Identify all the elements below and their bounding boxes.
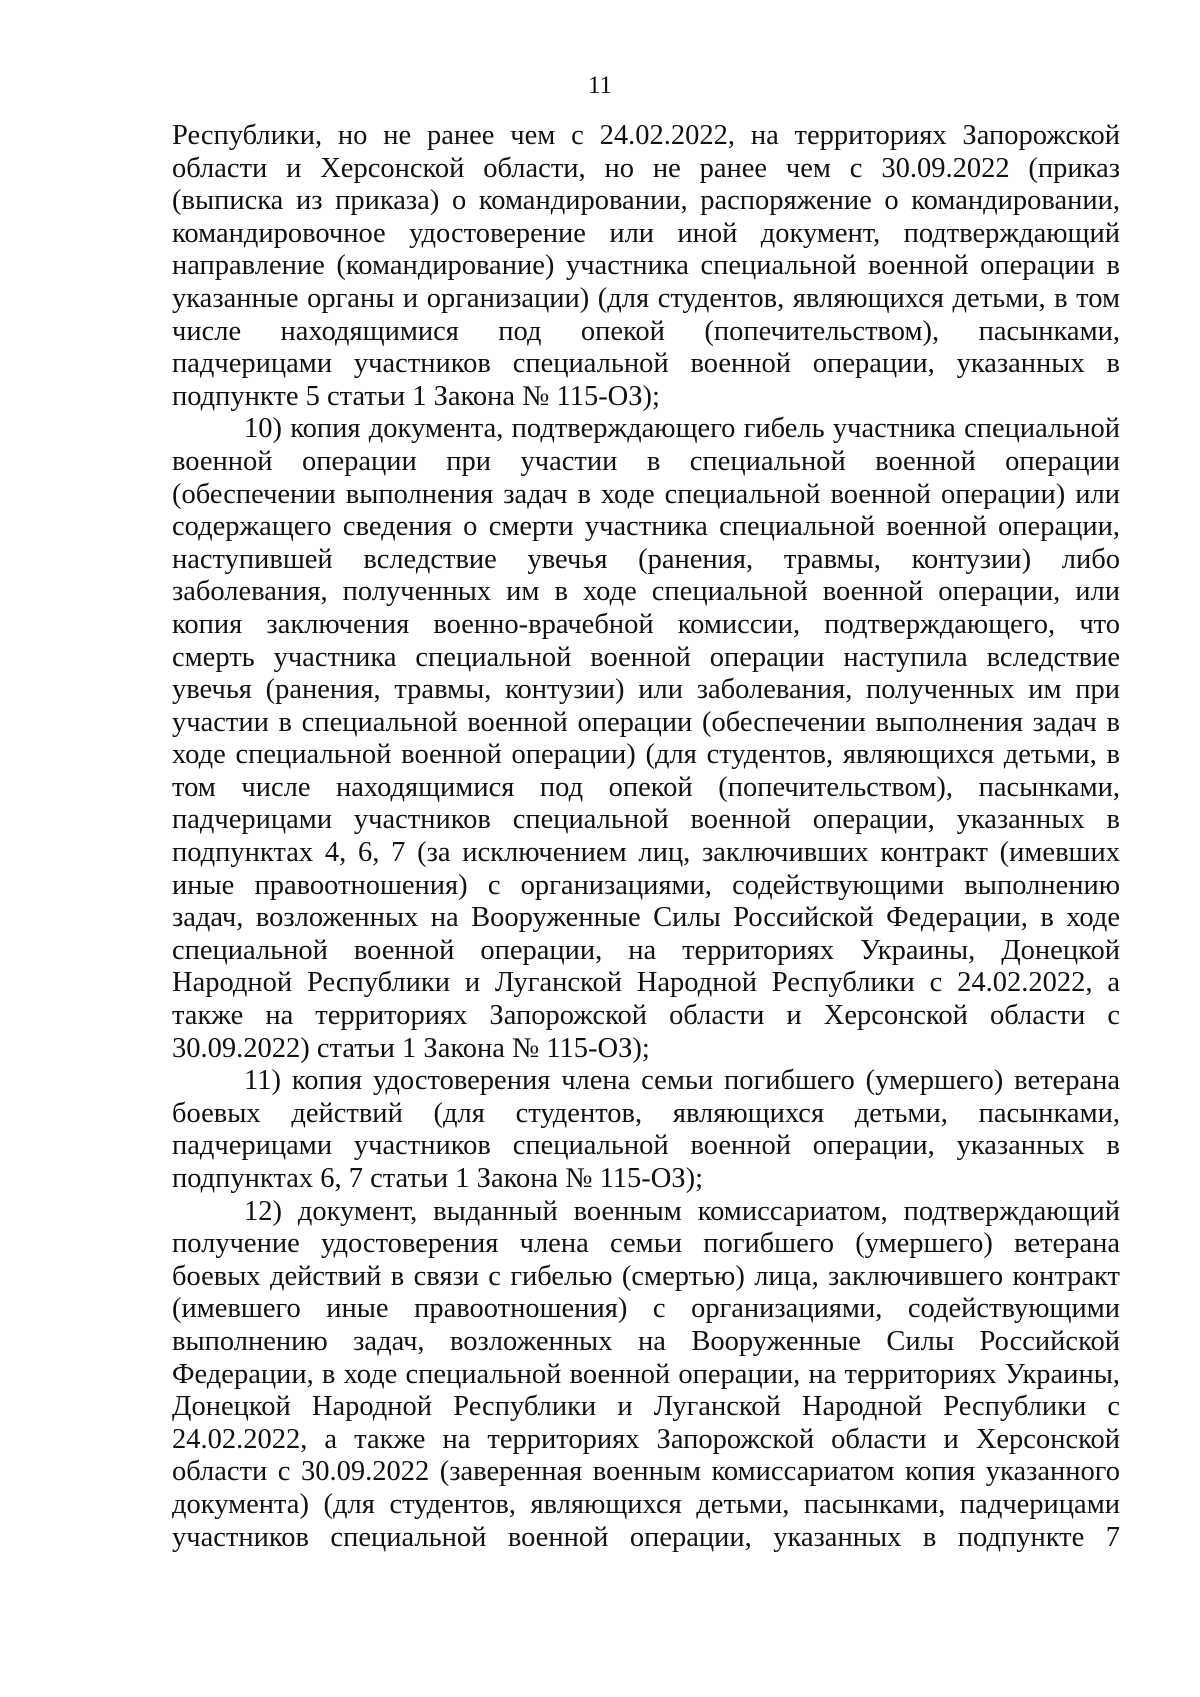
paragraph-continuation: Республики, но не ранее чем с 24.02.2022, на территориях Запорожской области и Херсонской области, но не ранее чем с 30.09.2022 (приказ (выписка из приказа) о командировании, распоряжение о командировании, командировочное удостоверение или иной документ, подтверждающий направление (командирование) участника специальной военной операции в указанные органы и организации) (для студентов, являющихся детьми, в том числе находящимися под опекой (попечительством), пасынками, падчерицами участников специальной военной операции, указанных в подпункте 5 статьи 1 Закона № 115-ОЗ); [172,120,1120,412]
paragraph-item-10: 10) копия документа, подтверждающего гибель участника специальной военной операции при участии в специальной военной операции (обеспечении выполнения задач в ходе специальной военной операции) или содержащего сведения о смерти участника специальной военной операции, наступившей вследствие увечья (ранения, травмы, контузии) либо заболевания, полученных им в ходе специальной военной операции, или копия заключения военно-врачебной комиссии, подтверждающего, что смерть участника специальной военной операции наступила вследствие увечья (ранения, травмы, контузии) или заболевания, полученных им при участии в специальной военной операции (обеспечении выполнения задач в ходе специальной военной операции) (для студентов, являющихся детьми, в том числе находящимися под опекой (попечительством), пасынками, падчерицами участников специальной военной операции, указанных в подпунктах 4, 6, 7 (за исключением лиц, заключивших контракт (имевших иные правоотношения) с организациями, содействующими выполнению задач, возложенных на Вооруженные Силы Российской Федерации, в ходе специальной военной операции, на территориях Украины, Донецкой Народной Республики и Луганской Народной Республики с 24.02.2022, а также на территориях Запорожской области и Херсонской области с 30.09.2022) статьи 1 Закона № 115-ОЗ); [172,413,1120,1064]
page-number: 11 [587,72,613,99]
paragraph-item-12: 12) документ, выданный военным комиссариатом, подтверждающий получение удостоверения члена семьи погибшего (умершего) ветерана боевых действий в связи с гибелью (смертью) лица, заключившего контракт (имевшего иные правоотношения) с организациями, содействующими выполнению задач, возложенных на Вооруженные Силы Российской Федерации, в ходе специальной военной операции, на территориях Украины, Донецкой Народной Республики и Луганской Народной Республики с 24.02.2022, а также на территориях Запорожской области и Херсонской области с 30.09.2022 (заверенная военным комиссариатом копия указанного документа) (для студентов, являющихся детьми, пасынками, падчерицами участников специальной военной операции, указанных в подпункте 7 [172,1195,1120,1553]
paragraph-item-11: 11) копия удостоверения члена семьи погибшего (умершего) ветерана боевых действий (для студентов, являющихся детьми, пасынками, падчерицами участников специальной военной операции, указанных в подпунктах 6, 7 статьи 1 Закона № 115-ОЗ); [172,1065,1120,1194]
document-body [172,120,1120,1554]
